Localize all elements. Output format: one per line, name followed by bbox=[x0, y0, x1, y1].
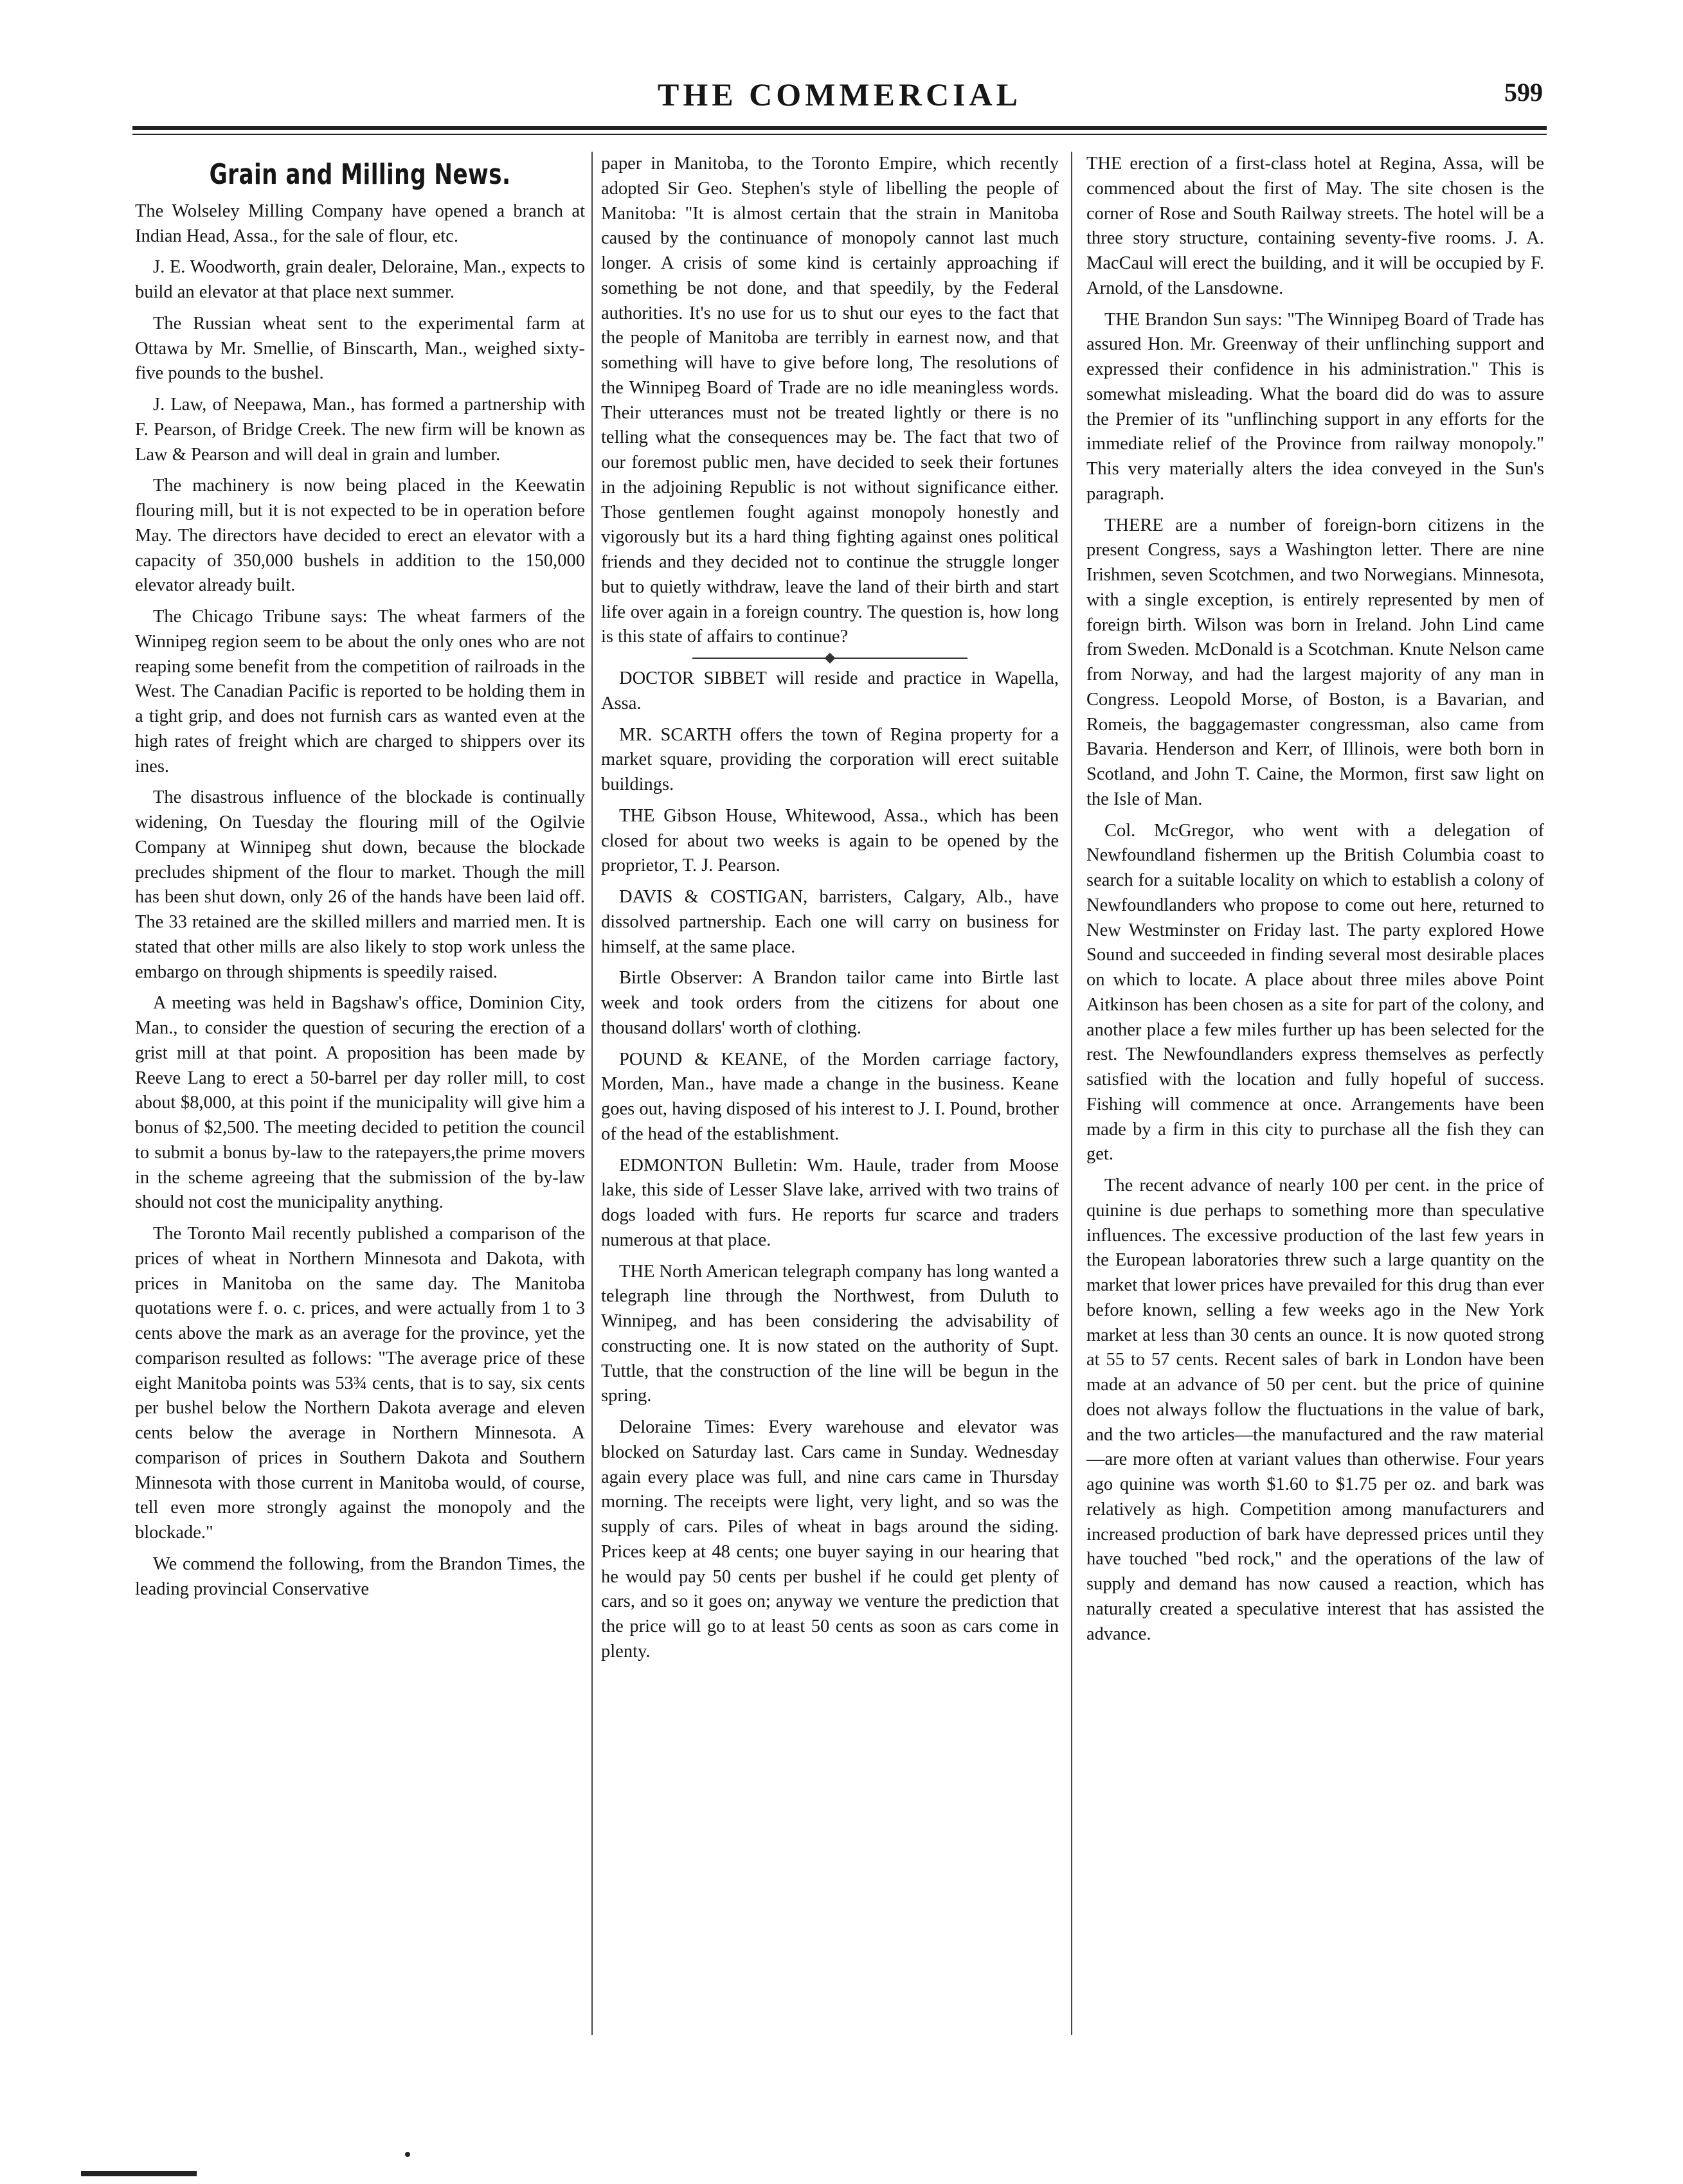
masthead bbox=[132, 76, 1547, 121]
article-paragraph: The Wolseley Milling Company have opened a branch at Indian Head, Assa., for the sale of flour, etc. bbox=[135, 201, 585, 246]
article-paragraph: THE erection of a first-class hotel at Regina, Assa, will be commenced about the first of May. The site chosen is the corner of Rose and South Railway streets. The hotel will be a three story structure, containing seventy-five rooms. J. A. MacCaul will erect the building, and it will be occupied by F. Arnold, of the Lansdowne. bbox=[1086, 154, 1544, 298]
article-paragraph: The disastrous influence of the blockade is continually widening, On Tuesday the flouring mill of the Ogilvie Company at Winnipeg shut down, because the blockade precludes shipment of the flour to market. Though the mill has been shut down, only 26 of the hands have been laid off. The 33 retained are the skilled millers and married men. It is stated that other mills are also likely to stop work unless the embargo on through shipments is speedily raised. bbox=[135, 787, 585, 982]
print-mark bbox=[81, 2171, 197, 2176]
article-paragraph: THERE are a number of foreign-born citizens in the present Congress, says a Washington letter. There are nine Irishmen, seven Scotchmen, and two Norwegians. Minnesota, with a single exception, is entirely represented by men of foreign birth. Wilson was born in Ireland. John Lind came from Sweden. McDonald is a Scotchman. Knute Nelson came from Norway, and had the largest majority of any man in Congress. Leopold Morse, of Boston, is a Bavarian, and Romeis, the baggagemaster congressman, also came from Bavaria. Henderson and Kerr, of Illinois, were both born in Scotland, and John T. Caine, the Mormon, first saw light on the Isle of Man. bbox=[1086, 515, 1544, 809]
article-paragraph: DAVIS & COSTIGAN, barristers, Calgary, Alb., have dissolved partnership. Each one will carry on business for himself, at the same place. bbox=[601, 887, 1059, 957]
article-paragraph: The Chicago Tribune says: The wheat farmers of the Winnipeg region seem to be about the only ones who are not reaping some benefit from the competition of railroads in the West. The Canadian Pacific is reported to be holding them in a tight grip, and does not furnish cars as wanted even at the high rates of freight which are charged to shippers over its ines. bbox=[135, 607, 585, 776]
article-paragraph: A meeting was held in Bagshaw's office, Dominion City, Man., to consider the question of securing the erection of a grist mill at that point. A proposition has been made by Reeve Lang to erect a 50-barrel per day roller mill, to cost about $8,000, at this point if the municipality will give him a bonus of $2,500. The meeting decided to petition the council to submit a bonus by-law to the ratepayers,the prime movers in the scheme agreeing that the submission of the by-law should not cost the municipality anything. bbox=[135, 993, 585, 1213]
article-paragraph: The Russian wheat sent to the experimental farm at Ottawa by Mr. Smellie, of Binscarth, Man., weighed sixty-five pounds to the bushel. bbox=[135, 313, 585, 384]
article-paragraph: THE North American telegraph company has long wanted a telegraph line through the Northwest, from Duluth to Winnipeg, and has been considering the advisability of constructing one. It is now stated on the authority of Supt. Tuttle, that the construction of the line will be begun in the spring. bbox=[601, 1261, 1059, 1406]
header-rule-thick bbox=[132, 126, 1547, 130]
article-paragraph: paper in Manitoba, to the Toronto Empire, which recently adopted Sir Geo. Stephen's style of libelling the people of Manitoba: "It is almost certain that the strain in Manitoba caused by the continuance of monopoly cannot last much longer. A crisis of some kind is certainly approaching if something be not done, and that speedily, by the Federal authorities. It's no use for us to shut our eyes to the fact that the people of Manitoba are terribly in earnest now, and that something will have to give before long, The resolutions of the Winnipeg Board of Trade are no idle meaningless words. Their utterances must not be treated lightly or there is no telling what the consequences may be. The fact that two of our foremost public men, have decided to seek their fortunes in the adjoining Republic is not without significance either. Those gentlemen fought against monopoly honestly and vigorously but its a hard thing fighting against ones political friends and they decided not to continue the struggle longer but to quietly withdraw, leave the land of their birth and start life over again in a foreign country. The question is, how long is this state of affairs to continue? bbox=[601, 154, 1059, 647]
article-paragraph: The Toronto Mail recently published a comparison of the prices of wheat in Northern Minnesota and Dakota, with prices in Manitoba on the same day. The Manitoba quotations were f. o. c. prices, and were actually from 1 to 3 cents above the mark as an average for the province, yet the comparison resulted as follows: "The average price of these eight Manitoba points was 53¾ cents, that is to say, six cents per bushel below the Northern Dakota average and eleven cents below the average in Northern Minnesota. A comparison of prices in Southern Dakota and Southern Minnesota with those current in Manitoba would, of course, tell even more strongly against the monopoly and the blockade." bbox=[135, 1224, 585, 1543]
article-paragraph: Col. McGregor, who went with a delegation of Newfoundland fishermen up the British Columbia coast to search for a suitable locality on which to establish a colony of Newfoundlanders who propose to come out here, returned to New Westminster on Friday last. The party explored Howe Sound and succeeded in finding several most desirable places on which to locate. A place about three miles above Point Aitkinson has been chosen as a site for part of the colony, and another place a few miles further up has been selected for the rest. The Newfoundlanders express themselves as perfectly satisfied with the location and fully hopeful of success. Fishing will commence at once. Arrangements have been made by a firm in this city to purchase all the fish they can get. bbox=[1086, 820, 1544, 1165]
article-paragraph: Deloraine Times: Every warehouse and elevator was blocked on Saturday last. Cars came in Sunday. Wednesday again every place was full, and nine cars came in Thursday morning. The receipts were light, very light, and so was the supply of cars. Piles of wheat in bags around the siding. Prices keep at 48 cents; one buyer saying in our hearing that he would pay 50 cents per bushel if he could get plenty of cars, and so it goes on; anyway we venture the prediction that the price will go to at least 50 cents as soon as cars come in plenty. bbox=[601, 1417, 1059, 1661]
article-paragraph: J. Law, of Neepawa, Man., has formed a partnership with F. Pearson, of Bridge Creek. The new firm will be known as Law & Pearson and will deal in grain and lumber. bbox=[135, 395, 585, 465]
article-paragraph: The recent advance of nearly 100 per cent. in the price of quinine is due perhaps to something more than speculative influences. The excessive production of the last few years in the European laboratories threw such a large quantity on the market that lower prices have prevailed for this drug than ever before known, selling a few weeks ago in the New York market at less than 30 cents an ounce. It is now quoted strong at 55 to 57 cents. Recent sales of bark in London have been made at an advance of 50 per cent. but the price of quinine does not always follow the fluctuations in the value of bark, and the two articles—the manufactured and the raw material—are more often at variant values than otherwise. Four years ago quinine was worth $1.60 to $1.75 per oz. and bark was relatively as high. Competition among manufacturers and increased production of bark have depressed prices until they have touched "bed rock," and the operations of the law of supply and demand has now caused a reaction, which has naturally created a speculative interest that has assisted the advance. bbox=[1086, 1176, 1544, 1644]
column-1 bbox=[135, 152, 585, 2035]
article-paragraph: EDMONTON Bulletin: Wm. Haule, trader from Moose lake, this side of Lesser Slave lake, arrived with two trains of dogs loaded with furs. He reports fur scarce and traders numerous at that place. bbox=[601, 1155, 1059, 1250]
article-paragraph: DOCTOR SIBBET will reside and practice in Wapella, Assa. bbox=[601, 668, 1059, 713]
article-paragraph: The machinery is now being placed in the Keewatin flouring mill, but it is not expected to be in operation before May. The directors have decided to erect an elevator with a capacity of 350,000 bushels in addition to the 150,000 elevator already built. bbox=[135, 476, 585, 596]
article-paragraph: THE Brandon Sun says: "The Winnipeg Board of Trade has assured Hon. Mr. Greenway of their unflinching support and expressed their confidence in his administration." This is somewhat misleading. What the board did do was to assure the Premier of its "unflinching support in any efforts for the immediate relief of the Province from railway monopoly." This very materially alters the idea conveyed in the Sun's paragraph. bbox=[1086, 309, 1544, 504]
article-paragraph: MR. SCARTH offers the town of Regina property for a market square, providing the corporation will erect suitable buildings. bbox=[601, 724, 1059, 794]
column-divider bbox=[1071, 152, 1072, 2035]
column-3 bbox=[1086, 152, 1544, 2035]
section-divider bbox=[692, 658, 967, 659]
newspaper-title: THE COMMERCIAL bbox=[658, 76, 1022, 112]
column-2 bbox=[601, 152, 1059, 2035]
article-paragraph: J. E. Woodworth, grain dealer, Deloraine, Man., expects to build an elevator at that place next summer. bbox=[135, 257, 585, 303]
article-paragraph: THE Gibson House, Whitewood, Assa., which has been closed for about two weeks is again to be opened by the proprietor, T. J. Pearson. bbox=[601, 805, 1059, 876]
print-mark bbox=[405, 2152, 410, 2157]
column-divider bbox=[591, 152, 593, 2035]
section-heading: Grain and Milling News. bbox=[209, 158, 511, 191]
header-rule-thin bbox=[132, 134, 1547, 135]
article-paragraph: Birtle Observer: A Brandon tailor came into Birtle last week and took orders from the citizens for about one thousand dollars' worth of clothing. bbox=[601, 968, 1059, 1038]
page-number: 599 bbox=[1504, 78, 1543, 107]
article-paragraph: POUND & KEANE, of the Morden carriage factory, Morden, Man., have made a change in the business. Keane goes out, having disposed of his interest to J. I. Pound, brother of the head of the establishment. bbox=[601, 1049, 1059, 1144]
article-paragraph: We commend the following, from the Brandon Times, the leading provincial Conservative bbox=[135, 1553, 585, 1599]
